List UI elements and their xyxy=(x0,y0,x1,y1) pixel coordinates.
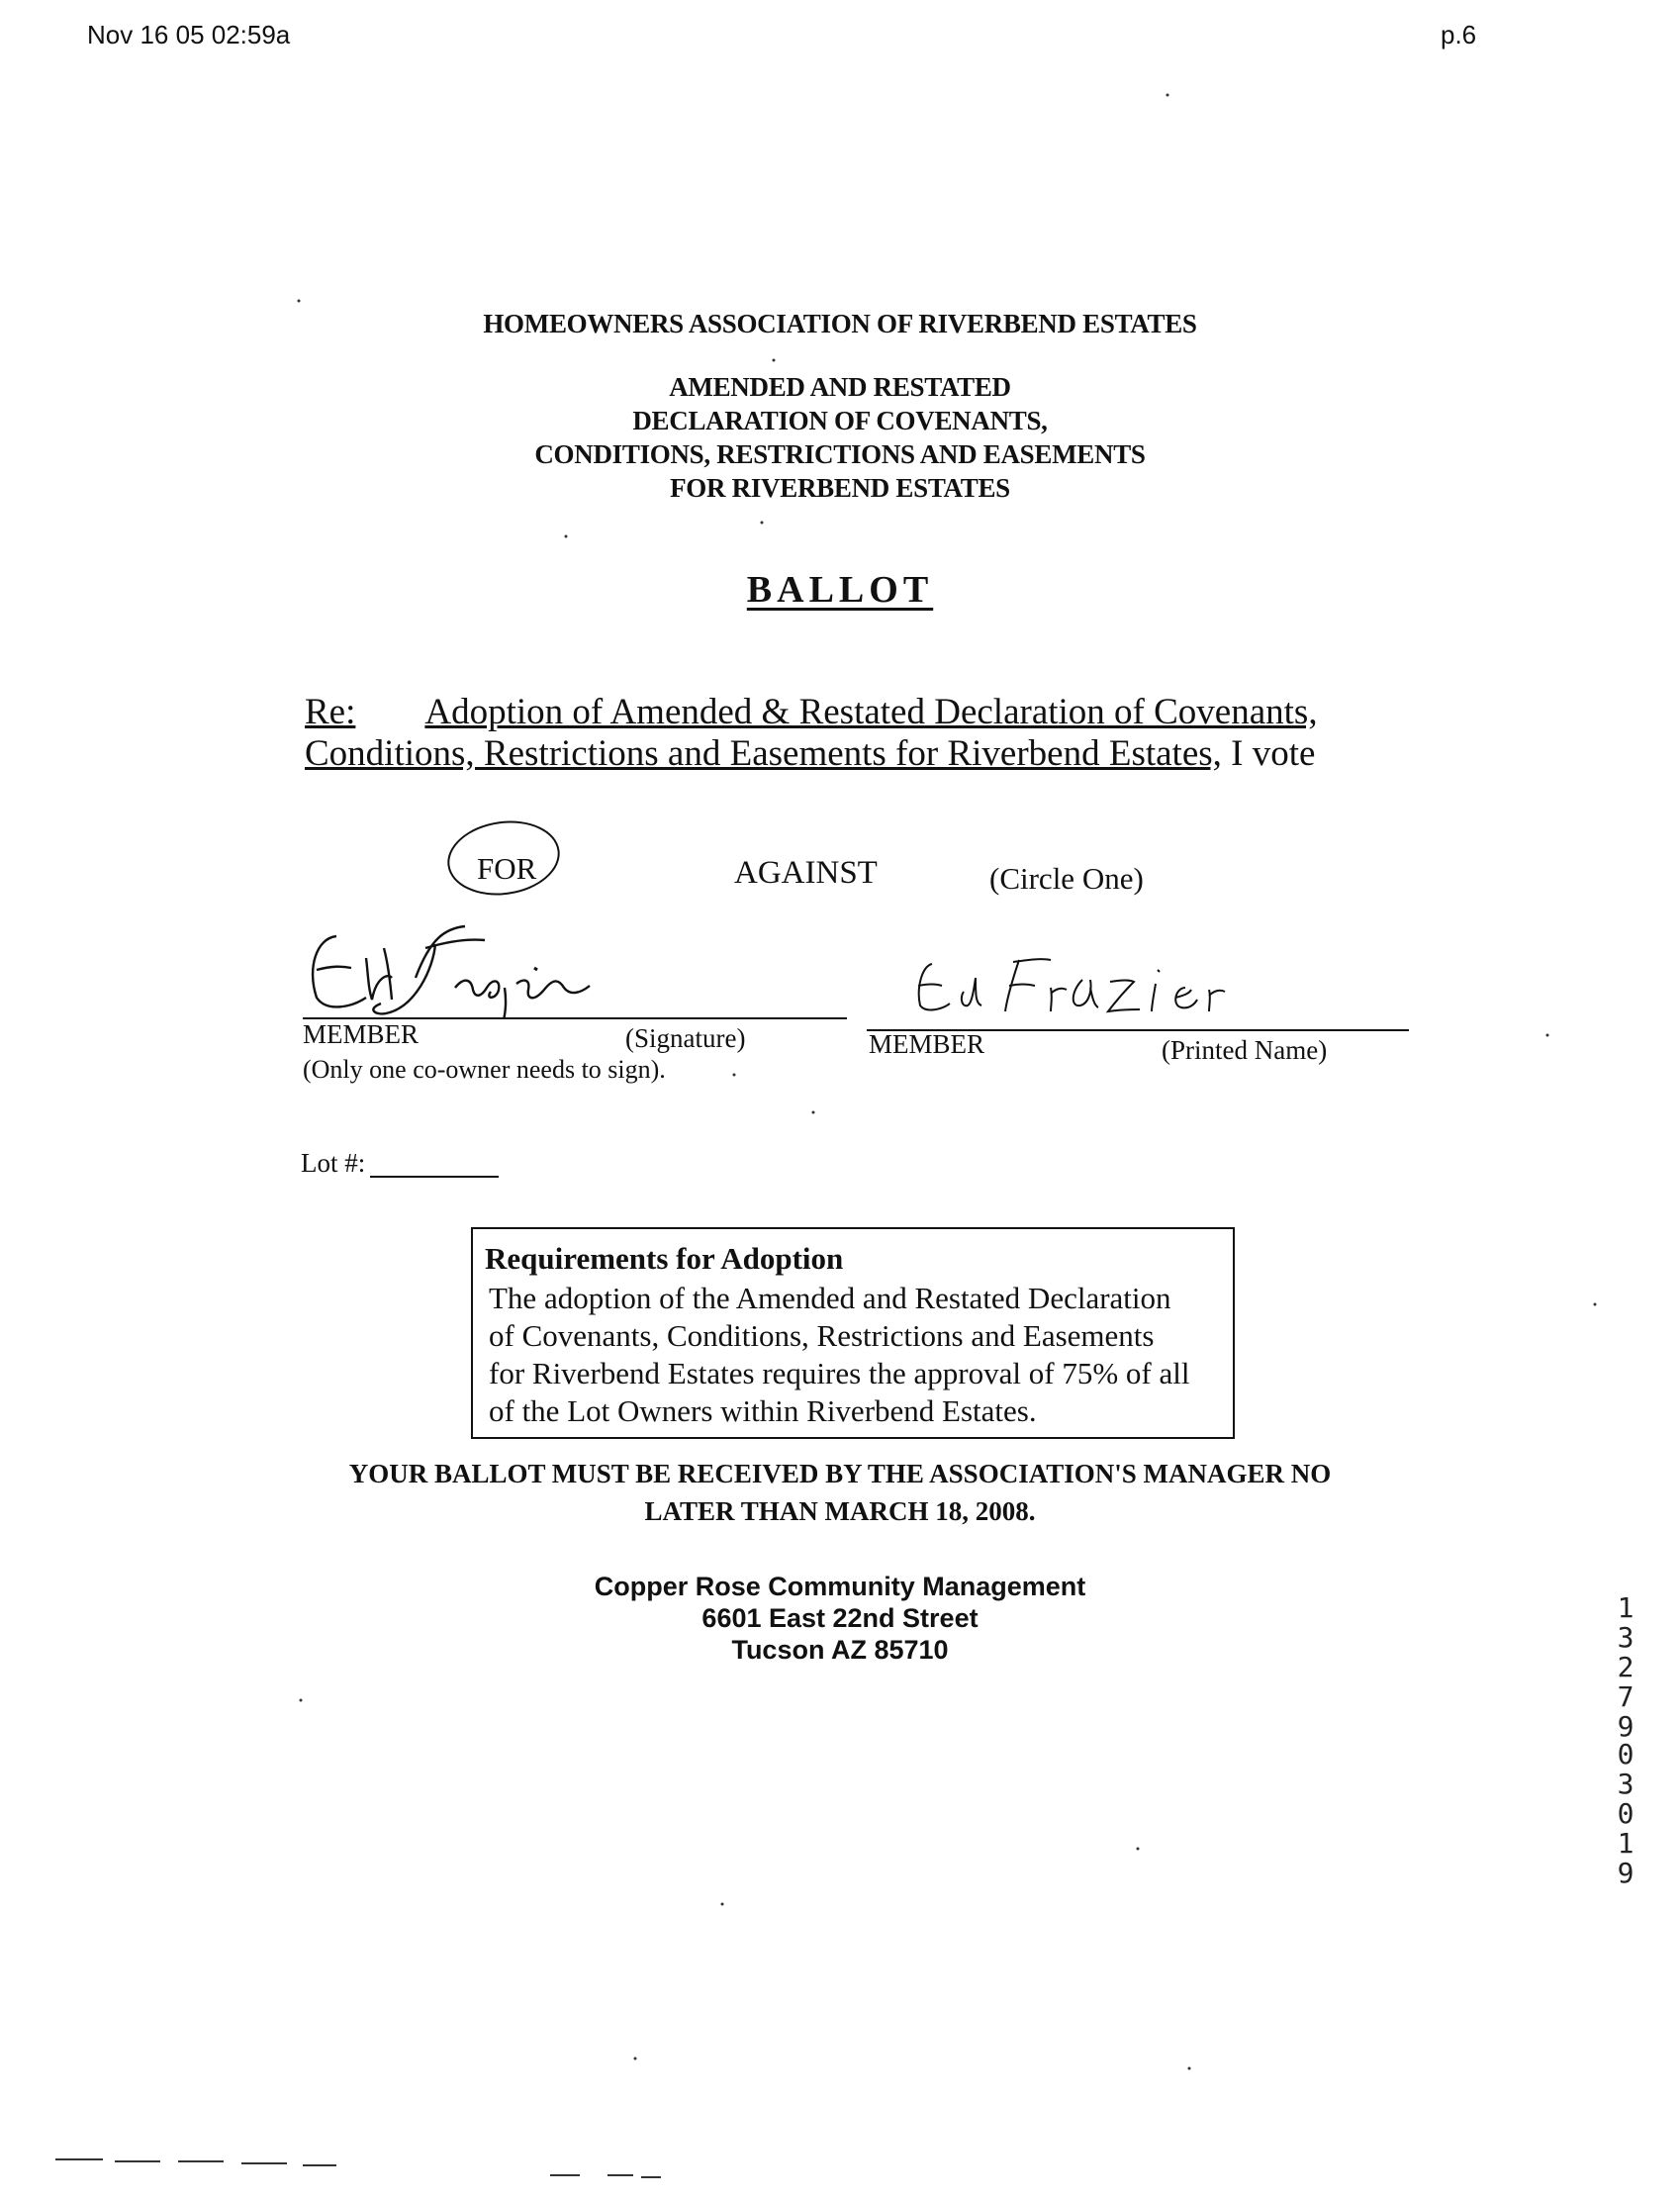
fax-timestamp: Nov 16 05 02:59a xyxy=(87,20,291,49)
requirements-text-line: of Covenants, Conditions, Restrictions and Easements xyxy=(489,1318,1155,1353)
member-label: MEMBER xyxy=(869,1029,985,1059)
declaration-title-line: CONDITIONS, RESTRICTIONS AND EASEMENTS xyxy=(534,439,1146,469)
requirements-text-line: for Riverbend Estates requires the approval of 75% of all xyxy=(489,1356,1190,1390)
declaration-title-line: AMENDED AND RESTATED xyxy=(669,372,1011,402)
re-subject-line-1: Adoption of Amended & Restated Declaration of Covenants, xyxy=(424,692,1318,732)
manager-street: 6601 East 22nd Street xyxy=(701,1603,979,1633)
declaration-title-line: DECLARATION OF COVENANTS, xyxy=(632,406,1048,435)
co-owner-note: (Only one co-owner needs to sign). xyxy=(303,1055,666,1084)
requirements-text-line: The adoption of the Amended and Restated Declaration xyxy=(489,1281,1171,1315)
manager-city: Tucson AZ 85710 xyxy=(731,1635,949,1665)
re-label: Re: xyxy=(305,692,356,732)
signature-label: (Signature) xyxy=(625,1023,746,1053)
manager-company: Copper Rose Community Management xyxy=(594,1572,1086,1601)
deadline-notice-line: YOUR BALLOT MUST BE RECEIVED BY THE ASSOCIATION'S MANAGER NO xyxy=(348,1459,1332,1488)
document-stamp-number: 0 3 0 1 9 xyxy=(1617,1738,1634,1889)
member-label: MEMBER xyxy=(303,1019,420,1049)
lot-number-label: Lot #: xyxy=(301,1148,366,1178)
printed-name-label: (Printed Name) xyxy=(1162,1035,1328,1065)
vote-option-for[interactable]: FOR xyxy=(477,851,537,886)
requirements-text-line: of the Lot Owners within Riverbend Estates. xyxy=(489,1393,1037,1428)
ballot-title: BALLOT xyxy=(746,569,934,611)
document-stamp-number: 1 3 2 7 9 xyxy=(1617,1591,1634,1743)
requirements-title: Requirements for Adoption xyxy=(485,1241,844,1276)
i-vote-text: I vote xyxy=(1221,733,1316,774)
vote-instruction: (Circle One) xyxy=(989,861,1144,896)
vote-option-against[interactable]: AGAINST xyxy=(734,855,878,891)
association-title: HOMEOWNERS ASSOCIATION OF RIVERBEND ESTATES xyxy=(483,309,1197,338)
fax-page-number: p.6 xyxy=(1441,20,1477,49)
re-subject-line-2: Conditions, Restrictions and Easements for Riverbend Estates, xyxy=(305,733,1222,774)
deadline-notice-line: LATER THAN MARCH 18, 2008. xyxy=(644,1496,1036,1526)
declaration-title-line: FOR RIVERBEND ESTATES xyxy=(670,473,1010,503)
